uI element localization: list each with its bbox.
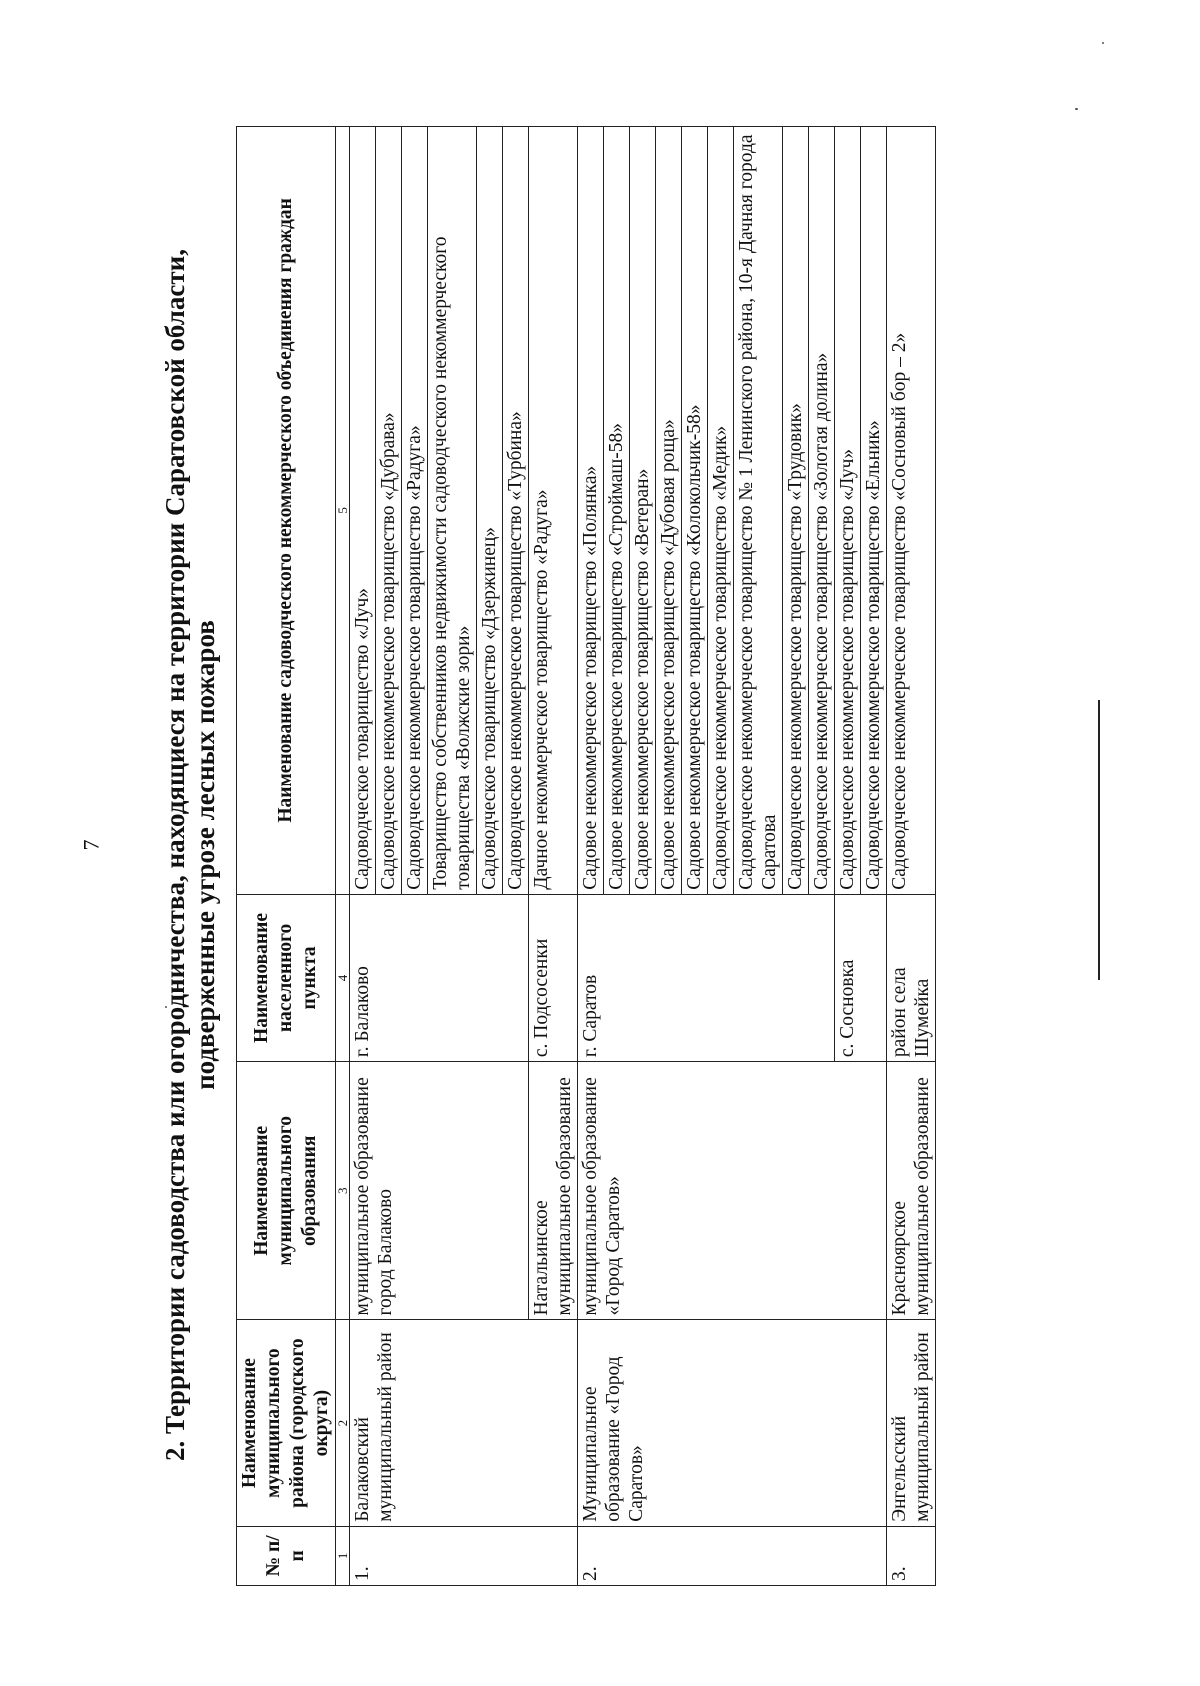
settlement-name: г. Балаково [350,894,529,1061]
section-number: 1. [350,1526,578,1585]
organization-name: Садоводческое некоммерческое товарищество «Сосновый бор – 2» [887,127,936,895]
organization-name: Садоводческое некоммерческое товарищество «Луч» [835,127,861,895]
document-title [160,110,220,1600]
organization-name: Садовое некоммерческое товарищество «Строймаш-58» [604,127,630,895]
title-line-1: 2. Территории садоводства или огородничества, находящиеся на территории Саратовской области, [160,249,190,1461]
header-district: Наименование муниципального района (городского округа) [237,1320,336,1526]
settlement-name: район села Шумейка [887,894,936,1061]
table-row [350,127,376,1586]
organization-name: Садоводческое некоммерческое товарищество «Медик» [708,127,734,895]
district-name: Энгельсский муниципальный район [887,1320,936,1526]
organization-name: Садовое некоммерческое товарищество «Полянка» [578,127,604,895]
organization-name: Садоводческое некоммерческое товарищество «Трудовик» [783,127,809,895]
header-number: № п/п [237,1526,336,1585]
municipality-name: Натальинское муниципальное образование [529,1062,578,1320]
organization-name: Товарищество собственников недвижимости садоводческого некоммерческого товарищества «Волжские зори» [428,127,477,895]
gardening-territories-table [236,126,936,1586]
column-number-row [336,127,350,1586]
organization-name: Садоводческое товарищество «Дзержинец» [477,127,503,895]
organization-name: Садоводческое некоммерческое товарищество «Дубрава» [376,127,402,895]
settlement-name: г. Саратов [578,894,835,1061]
column-number: 3 [336,1062,350,1320]
scan-speck [1102,42,1104,44]
municipality-name: муниципальное образование «Город Саратов» [578,1062,887,1320]
header-municipality: Наименование муниципального образования [237,1062,336,1320]
organization-name: Садовое некоммерческое товарищество «Колокольчик-58» [682,127,708,895]
page-number: 7 [78,839,104,851]
column-number: 5 [336,127,350,895]
settlement-name: с. Подсосенки [529,894,578,1061]
organization-name: Дачное некоммерческое товарищество «Радуга» [529,127,578,895]
organization-name: Садовое некоммерческое товарищество «Дубовая роща» [656,127,682,895]
district-name: Балаковский муниципальный район [350,1320,578,1526]
table-header-row [237,127,336,1586]
organization-name: Садоводческое некоммерческое товарищество «Радуга» [402,127,428,895]
district-name: Муниципальное образование «Город Саратов» [578,1320,887,1526]
organization-name: Садоводческое некоммерческое товарищество «Турбина» [503,127,529,895]
header-organization: Наименование садоводческого некоммерческого объединения граждан [237,127,336,895]
column-number: 1 [336,1526,350,1585]
municipality-name: Красноярское муниципальное образование [887,1062,936,1320]
organization-name: Садоводческое некоммерческое товарищество № 1 Ленинского района, 10-я Дачная города Саратова [734,127,783,895]
section-number: 3. [887,1526,936,1585]
settlement-name: с. Сосновка [835,894,887,1061]
title-line-2: подверженные угрозе лесных пожаров [190,620,220,1090]
header-settlement: Наименование населенного пункта [237,894,336,1061]
organization-name: Садоводческое некоммерческое товарищество «Ельник» [861,127,887,895]
municipality-name: муниципальное образование город Балаково [350,1062,529,1320]
organization-name: Садоводческое товарищество «Луч» [350,127,376,895]
section-number: 2. [578,1526,887,1585]
rotated-page-content [160,110,1110,1600]
column-number: 2 [336,1320,350,1526]
organization-name: Садовое некоммерческое товарищество «Ветеран» [630,127,656,895]
column-number: 4 [336,894,350,1061]
table-row [578,127,604,1586]
organization-name: Садоводческое некоммерческое товарищество «Золотая долина» [809,127,835,895]
table-row [887,127,936,1586]
